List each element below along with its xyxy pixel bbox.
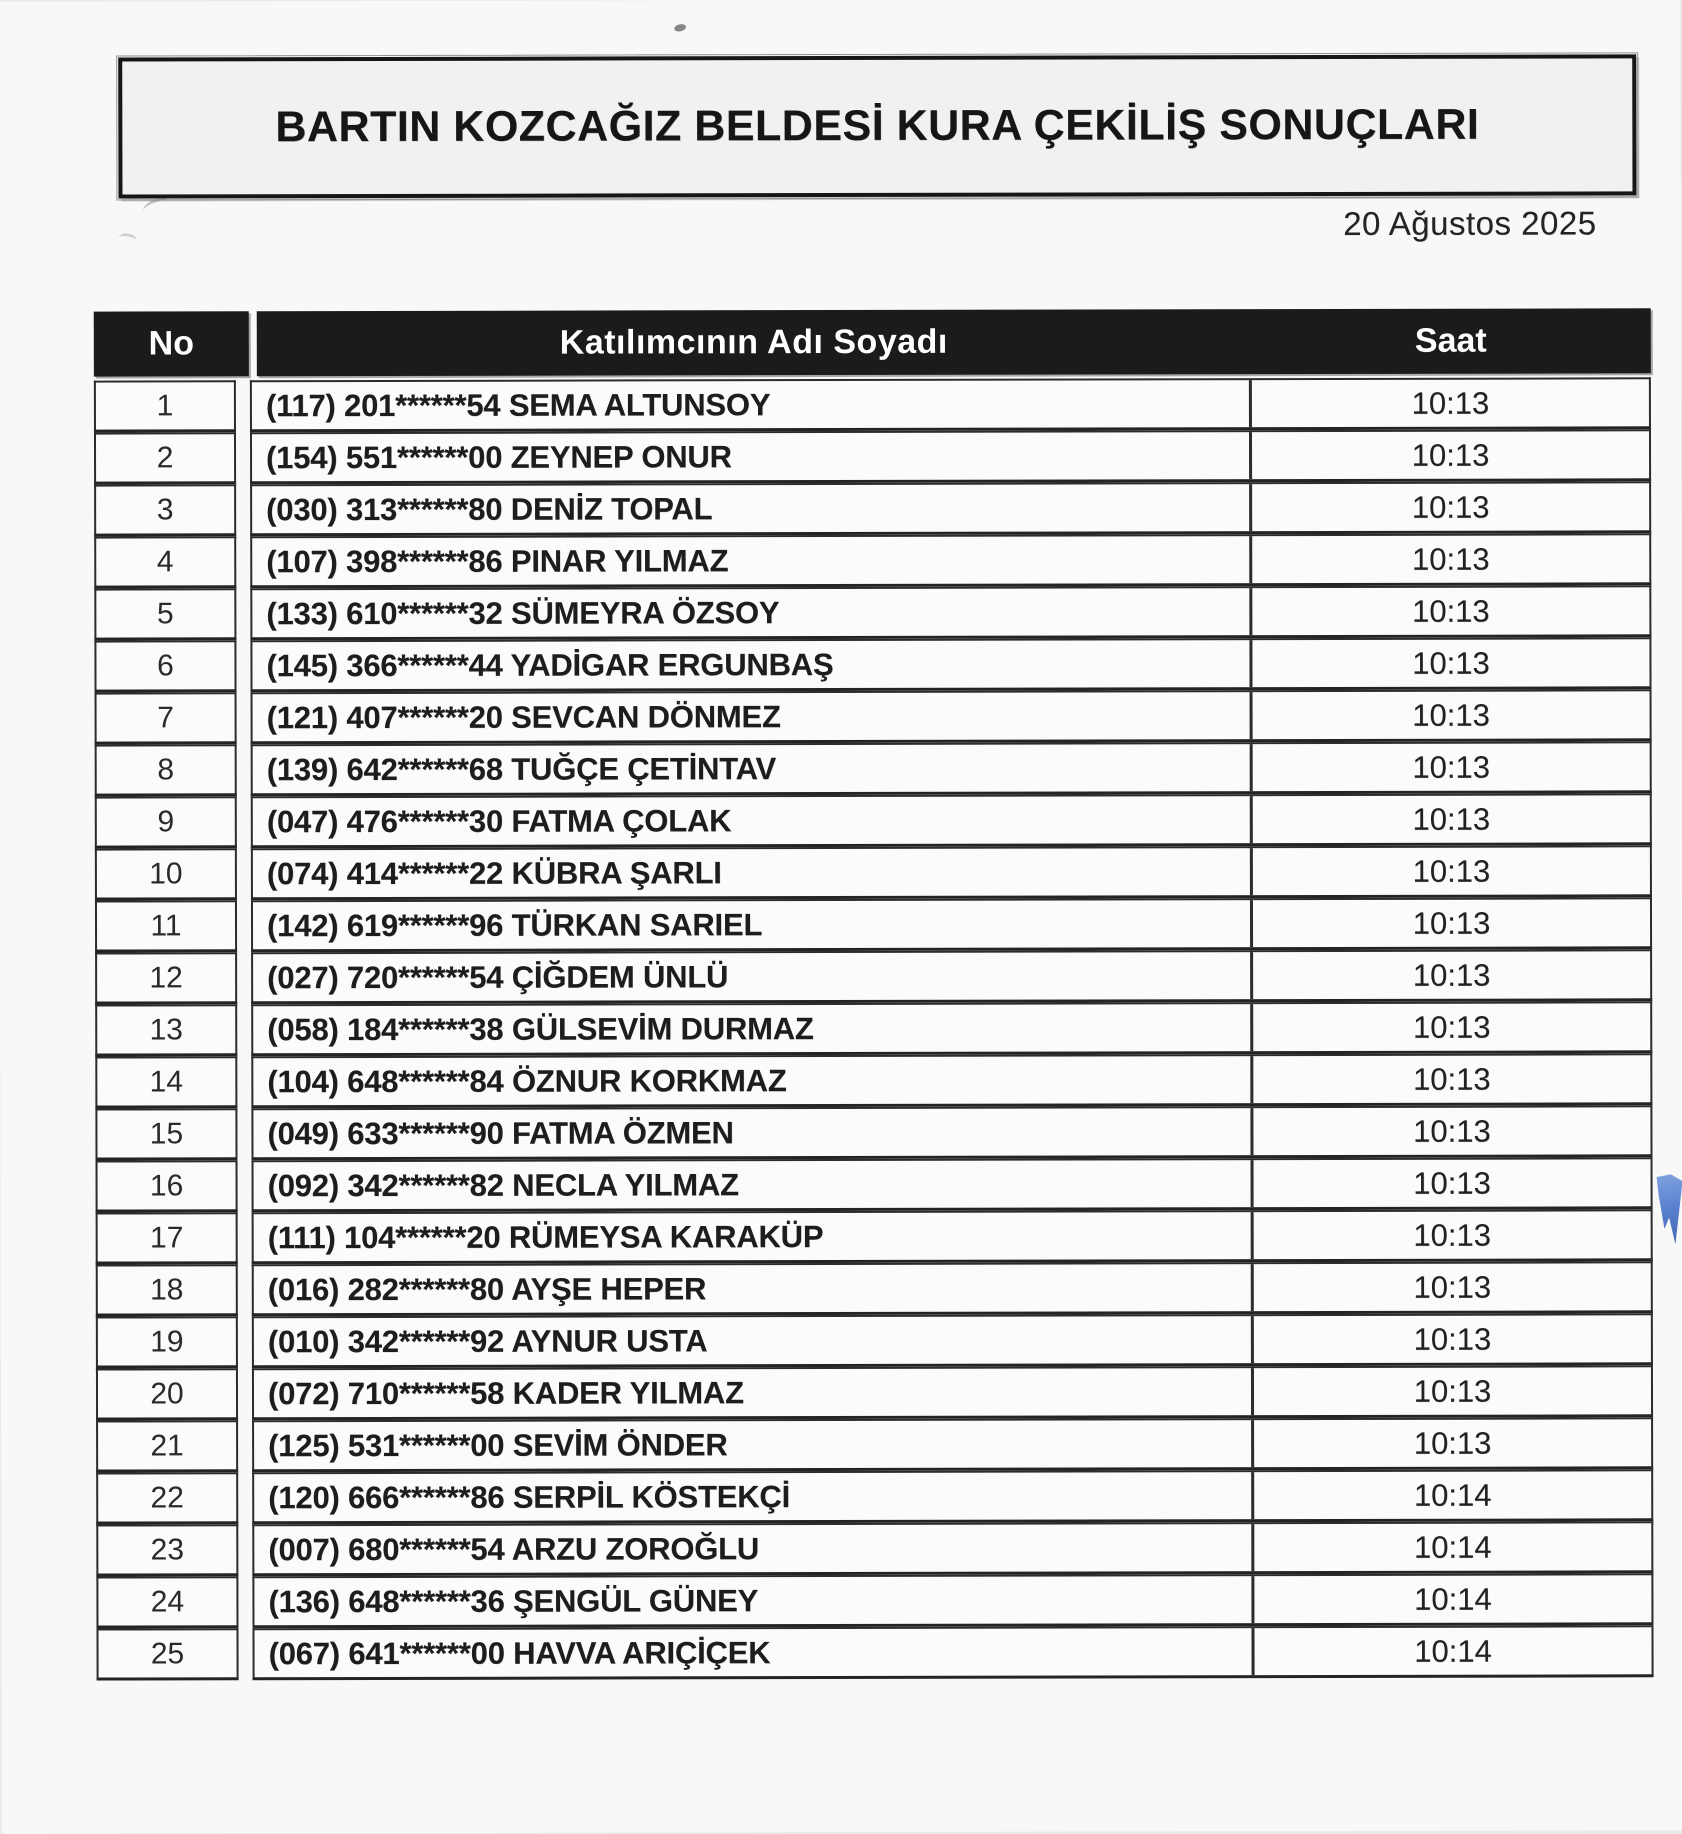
row-number: 5 <box>94 588 236 640</box>
participant-name: (027) 720******54 ÇİĞDEM ÜNLÜ <box>267 958 729 995</box>
participant-name: (058) 184******38 GÜLSEVİM DURMAZ <box>267 1010 814 1047</box>
table-row <box>94 429 1651 484</box>
row-main-cell <box>252 1625 1653 1680</box>
column-header-no: No <box>94 311 249 376</box>
participant-name: (111) 104******20 RÜMEYSA KARAKÜP <box>267 1218 824 1255</box>
draw-time: 10:13 <box>1249 639 1649 687</box>
table-row <box>96 1469 1653 1524</box>
draw-time: 10:13 <box>1250 899 1650 947</box>
row-main-cell <box>252 1573 1653 1628</box>
row-number: 16 <box>96 1160 238 1212</box>
table-row <box>96 1313 1653 1368</box>
table-row <box>95 845 1652 900</box>
draw-time: 10:14 <box>1251 1523 1651 1571</box>
row-number: 17 <box>96 1212 238 1264</box>
column-header-time: Saat <box>1414 321 1487 360</box>
draw-time: 10:13 <box>1250 1055 1650 1103</box>
participant-name: (121) 407******20 SEVCAN DÖNMEZ <box>266 698 781 735</box>
draw-time: 10:13 <box>1249 431 1649 479</box>
row-number: 10 <box>95 848 237 900</box>
row-number: 1 <box>94 380 236 432</box>
draw-time: 10:13 <box>1251 1315 1651 1363</box>
table-row <box>95 689 1652 744</box>
draw-time: 10:13 <box>1251 1159 1651 1207</box>
row-number: 3 <box>94 484 236 536</box>
participant-name: (104) 648******84 ÖZNUR KORKMAZ <box>267 1062 787 1099</box>
row-number: 25 <box>96 1628 238 1680</box>
participant-name: (136) 648******36 ŞENGÜL GÜNEY <box>268 1582 759 1619</box>
participant-name: (107) 398******86 PINAR YILMAZ <box>266 542 729 579</box>
table-row <box>96 1209 1653 1264</box>
row-number: 4 <box>94 536 236 588</box>
row-main-cell <box>252 1209 1653 1264</box>
participant-name: (154) 551******00 ZEYNEP ONUR <box>266 438 732 475</box>
table-row <box>96 1521 1653 1576</box>
table-row <box>95 793 1652 848</box>
row-number: 9 <box>95 796 237 848</box>
draw-time: 10:13 <box>1249 587 1649 635</box>
row-main-cell <box>252 1313 1653 1368</box>
draw-time: 10:13 <box>1250 1107 1650 1155</box>
row-main-cell <box>252 1469 1653 1524</box>
draw-time: 10:13 <box>1250 1003 1650 1051</box>
table-row <box>94 533 1651 588</box>
row-main-cell <box>251 845 1652 900</box>
row-main-cell <box>251 689 1652 744</box>
document-title: BARTIN KOZCAĞIZ BELDESİ KURA ÇEKİLİŞ SONUÇLARI <box>275 100 1480 152</box>
draw-time: 10:13 <box>1249 483 1649 531</box>
participant-name: (133) 610******32 SÜMEYRA ÖZSOY <box>266 594 780 631</box>
document-date: 20 Ağustos 2025 <box>1343 204 1597 242</box>
row-main-cell <box>250 377 1651 432</box>
row-main-cell <box>251 897 1652 952</box>
scan-smudge <box>118 232 138 246</box>
table-row <box>94 637 1651 692</box>
participant-name: (074) 414******22 KÜBRA ŞARLI <box>266 854 722 891</box>
table-row <box>96 1573 1653 1628</box>
participant-name: (125) 531******00 SEVİM ÖNDER <box>268 1426 728 1463</box>
table-row <box>96 1157 1653 1212</box>
draw-time: 10:13 <box>1251 1211 1651 1259</box>
table-row <box>95 949 1652 1004</box>
draw-time: 10:14 <box>1251 1575 1651 1623</box>
row-number: 23 <box>96 1524 238 1576</box>
draw-time: 10:13 <box>1250 951 1650 999</box>
table-row <box>95 897 1652 952</box>
row-main-cell <box>250 585 1651 640</box>
table-row <box>96 1417 1653 1472</box>
draw-time: 10:14 <box>1251 1471 1651 1519</box>
participant-name: (120) 666******86 SERPİL KÖSTEKÇİ <box>268 1478 791 1515</box>
row-number: 24 <box>96 1576 238 1628</box>
document-title-box <box>118 54 1636 198</box>
draw-time: 10:13 <box>1251 1419 1651 1467</box>
results-table <box>94 308 1654 1680</box>
scan-smudge <box>141 196 169 215</box>
row-main-cell <box>251 949 1652 1004</box>
table-row <box>95 1053 1652 1108</box>
participant-name: (049) 633******90 FATMA ÖZMEN <box>267 1114 734 1151</box>
row-main-cell <box>250 637 1651 692</box>
row-main-cell <box>252 1157 1653 1212</box>
row-number: 15 <box>95 1108 237 1160</box>
draw-time: 10:13 <box>1250 795 1650 843</box>
blue-pen-mark <box>1657 1174 1682 1244</box>
row-number: 21 <box>96 1420 238 1472</box>
row-number: 20 <box>96 1368 238 1420</box>
table-body <box>94 377 1654 1680</box>
row-main-cell <box>252 1521 1653 1576</box>
column-header-participant-name: Katılımcının Adı Soyadı <box>559 322 948 362</box>
table-row <box>96 1261 1653 1316</box>
participant-name: (072) 710******58 KADER YILMAZ <box>267 1374 744 1411</box>
row-main-cell <box>251 1053 1652 1108</box>
participant-name: (139) 642******68 TUĞÇE ÇETİNTAV <box>266 750 777 787</box>
participant-name: (010) 342******92 AYNUR USTA <box>267 1322 708 1359</box>
draw-time: 10:13 <box>1249 379 1649 427</box>
row-main-cell <box>252 1261 1653 1316</box>
table-row <box>95 1105 1652 1160</box>
row-number: 22 <box>96 1472 238 1524</box>
table-row <box>95 741 1652 796</box>
participant-name: (117) 201******54 SEMA ALTUNSOY <box>265 386 771 423</box>
draw-time: 10:13 <box>1249 535 1649 583</box>
row-number: 13 <box>95 1004 237 1056</box>
row-main-cell <box>250 481 1651 536</box>
participant-name: (142) 619******96 TÜRKAN SARIEL <box>266 906 763 943</box>
row-number: 14 <box>95 1056 237 1108</box>
participant-name: (030) 313******80 DENİZ TOPAL <box>266 490 713 527</box>
draw-time: 10:13 <box>1250 847 1650 895</box>
row-number: 2 <box>94 432 236 484</box>
table-row <box>94 481 1651 536</box>
participant-name: (067) 641******00 HAVVA ARIÇİÇEK <box>268 1634 771 1671</box>
row-number: 18 <box>96 1264 238 1316</box>
row-main-cell <box>250 533 1651 588</box>
participant-name: (145) 366******44 YADİGAR ERGUNBAŞ <box>266 646 834 683</box>
row-main-cell <box>250 429 1651 484</box>
table-row <box>94 377 1651 432</box>
row-number: 8 <box>95 744 237 796</box>
participant-name: (007) 680******54 ARZU ZOROĞLU <box>268 1530 760 1567</box>
row-main-cell <box>251 1001 1652 1056</box>
scan-speck <box>674 23 687 32</box>
row-main-cell <box>251 793 1652 848</box>
draw-time: 10:13 <box>1250 743 1650 791</box>
participant-name: (016) 282******80 AYŞE HEPER <box>267 1270 707 1307</box>
draw-time: 10:13 <box>1251 1367 1651 1415</box>
row-number: 7 <box>95 692 237 744</box>
table-header-bar <box>257 308 1651 376</box>
table-row <box>96 1365 1653 1420</box>
row-main-cell <box>251 741 1652 796</box>
participant-name: (092) 342******82 NECLA YILMAZ <box>267 1166 739 1203</box>
row-number: 11 <box>95 900 237 952</box>
table-row <box>95 1001 1652 1056</box>
row-main-cell <box>251 1105 1652 1160</box>
participant-name: (047) 476******30 FATMA ÇOLAK <box>266 802 732 839</box>
table-header-row <box>94 308 1651 376</box>
row-number: 12 <box>95 952 237 1004</box>
row-main-cell <box>252 1365 1653 1420</box>
draw-time: 10:13 <box>1251 1263 1651 1311</box>
row-number: 19 <box>96 1316 238 1368</box>
row-number: 6 <box>94 640 236 692</box>
row-main-cell <box>252 1417 1653 1472</box>
table-row <box>96 1625 1653 1680</box>
draw-time: 10:13 <box>1250 691 1650 739</box>
table-row <box>94 585 1651 640</box>
draw-time: 10:14 <box>1251 1627 1651 1675</box>
